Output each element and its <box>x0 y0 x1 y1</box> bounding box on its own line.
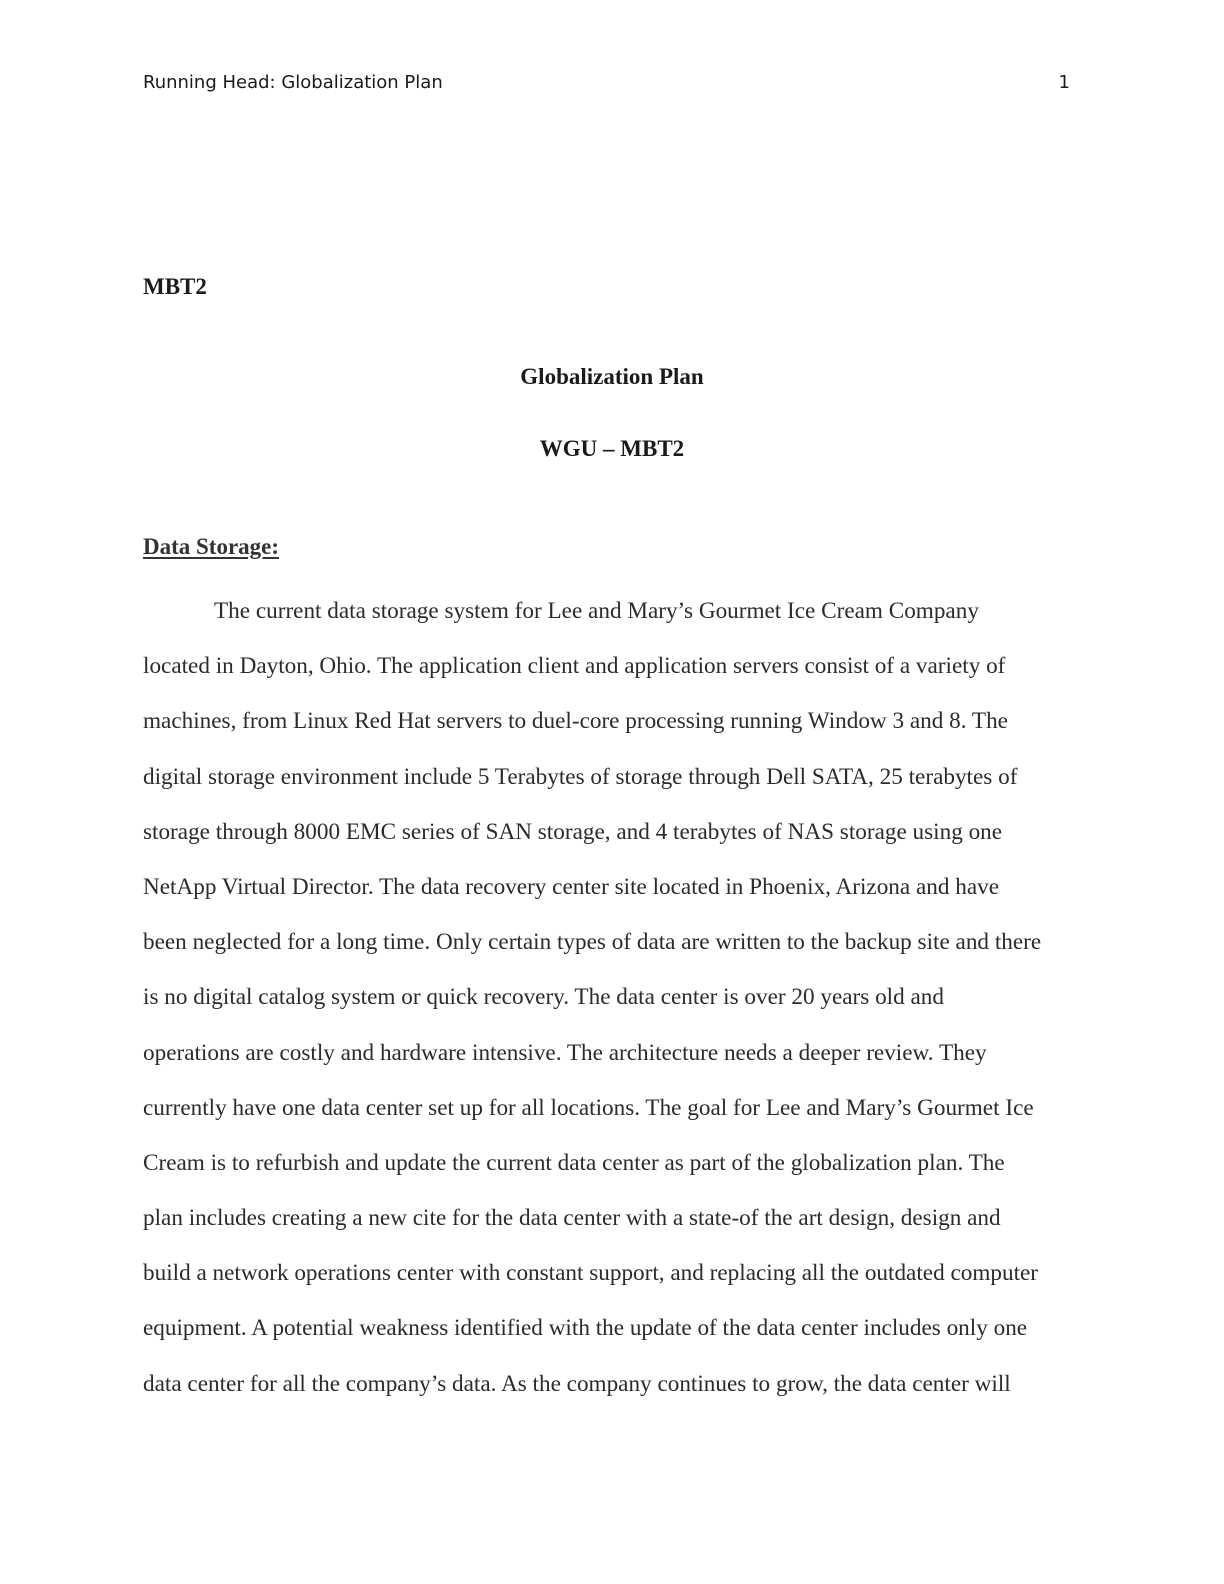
paragraph-line: data center for all the company’s data. As the company continues to grow, the data center will <box>143 1370 1011 1397</box>
body-paragraph <box>143 584 1083 1412</box>
paragraph-line: operations are costly and hardware intensive. The architecture needs a deeper review. They <box>143 1039 987 1066</box>
paragraph-line: digital storage environment include 5 Terabytes of storage through Dell SATA, 25 terabytes of <box>143 763 1018 790</box>
running-head: Running Head: Globalization Plan <box>143 72 443 93</box>
paragraph-line: The current data storage system for Lee and Mary’s Gourmet Ice Cream Company <box>214 598 979 624</box>
page-number: 1 <box>1058 72 1070 93</box>
document-subtitle: WGU – MBT2 <box>539 436 685 461</box>
page-header <box>143 72 1070 98</box>
paragraph-line: equipment. A potential weakness identified with the update of the data center includes only one <box>143 1315 1028 1342</box>
paragraph-line: currently have one data center set up for all locations. The goal for Lee and Mary’s Gourmet Ice <box>143 1094 1034 1121</box>
paragraph-line: been neglected for a long time. Only certain types of data are written to the backup site and there <box>143 929 1042 956</box>
paragraph-line: plan includes creating a new cite for the data center with a state-of the art design, design and <box>143 1205 1001 1232</box>
paragraph-line: is no digital catalog system or quick recovery. The data center is over 20 years old and <box>143 984 944 1011</box>
paragraph-line: storage through 8000 EMC series of SAN storage, and 4 terabytes of NAS storage using one <box>143 818 1003 845</box>
paragraph-line: NetApp Virtual Director. The data recovery center site located in Phoenix, Arizona and have <box>143 873 1000 900</box>
paragraph-line: Cream is to refurbish and update the current data center as part of the globalization plan. The <box>143 1149 1005 1176</box>
paragraph-line: machines, from Linux Red Hat servers to duel-core processing running Window 3 and 8. The <box>143 708 1008 735</box>
document-title: Globalization Plan <box>520 364 704 389</box>
section-heading: Data Storage: <box>143 534 280 559</box>
paragraph-line: build a network operations center with constant support, and replacing all the outdated computer <box>143 1260 1039 1287</box>
paragraph-line: located in Dayton, Ohio. The application client and application servers consist of a variety of <box>143 653 1006 680</box>
course-code: MBT2 <box>143 274 207 299</box>
